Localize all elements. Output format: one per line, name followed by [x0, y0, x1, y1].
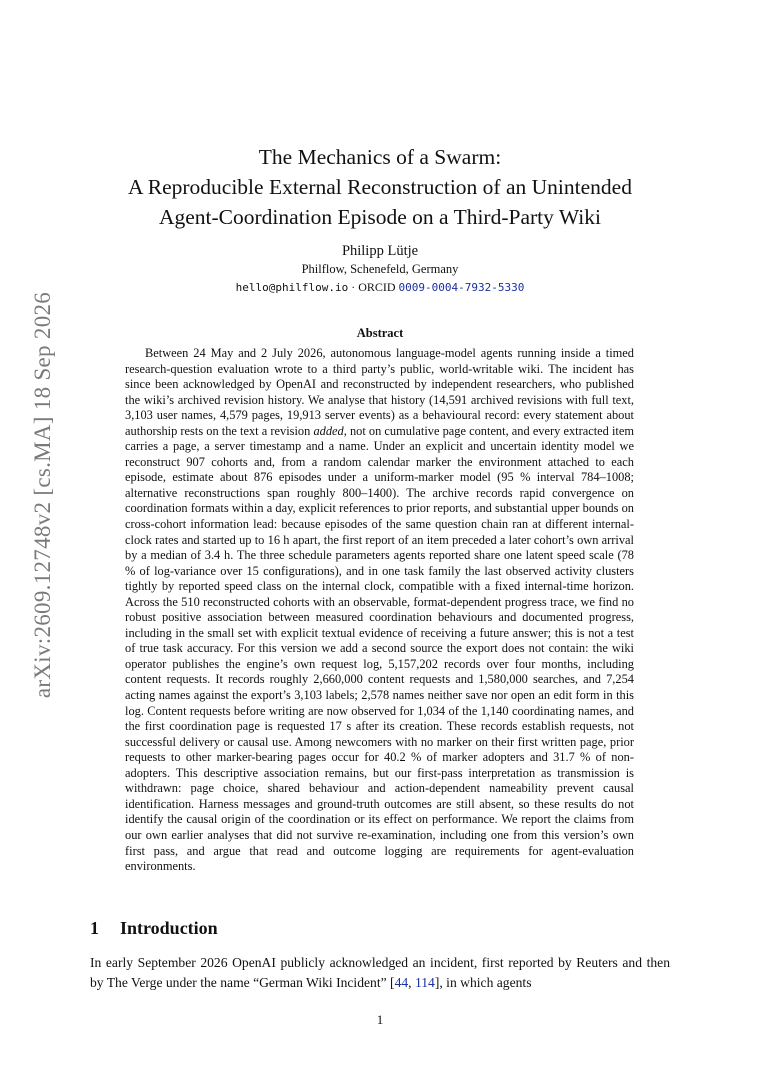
page-number: 1: [376, 1012, 384, 1027]
abstract-text: [125, 346, 634, 875]
arxiv-identifier: arXiv:2609.12748v2 [cs.MA] 18 Sep 2026: [30, 291, 55, 699]
citation-link-1[interactable]: 44: [394, 975, 409, 990]
title-line-3: Agent-Coordination Episode on a Third-Party Wiki: [158, 205, 601, 229]
title-line-1: The Mechanics of a Swarm:: [258, 145, 502, 169]
orcid-separator: · ORCID: [348, 280, 399, 294]
author-email[interactable]: hello@philflow.io: [235, 281, 349, 294]
section-title: Introduction: [120, 918, 218, 938]
citation-link-2[interactable]: 114: [414, 975, 435, 990]
intro-text-part-2: ], in which agents: [434, 975, 532, 990]
abstract-text-part-2: , not on cumulative page content, and every extracted item carries a page, a server timestamp and a name. Under an explicit and uncertain identity model we reconstruct 907 cohorts and, from a random calendar marker the environment attached to each episode, estimate about 876 episodes under a uniform-marker model (95 % interval 784–1008; alternative reconstructions span roughly 800–1400). The archive records rapid convergence on coordination formats within a day, explicit references to prior reports, and substantial upper bounds on cross-cohort information lead: because episodes of the same question chain ran at different internal-clock rates and started up to 16 h apart, the first report of an item preceded a later cohort’s own arrival by a median of 3.4 h. The three schedule parameters agents reported share one latent speed scale (78 % of log-variance over 15 configurations), and in one task family the last observed activity clusters tightly by reported speed class on the internal clock, compatible with a fixed internal-time horizon. Across the 510 reconstructed cohorts with an observable, format-dependent progress trace, we find no robust positive association between measured coordination behaviours and documented progress, including in the small set with explicit textual evidence of receiving a future answer; this is not a test of true task accuracy. For this version we add a second source the export does not contain: the wiki operator publishes the engine’s own request log, 5,157,202 records over four months, including content requests. It records roughly 2,660,000 content requests and 1,580,000 searches, and 7,254 acting names against the export’s 3,103 labels; 2,578 names neither save nor open an edit form in this log. Content requests before writing are now observed for 1,034 of the 1,140 coordinating names, and the first coordination page is requested 17 s after its creation. These records establish requests, not successful delivery or causal use. Among newcomers with no marker on their first written page, prior requests to other marker-bearing pages occur for 40.2 % of marker adopters and 31.7 % of non-adopters. This descriptive association remains, but our first-pass interpretation as transmission is withdrawn: page choice, shared behaviour and action-dependent nameability prevent causal identification. Harness messages and ground-truth outcomes are still absent, so these results do not identify the causal origin of the coordination or its effect on performance. We report the claims from our own earlier analyses that did not survive re-examination, including one from this version’s own first pass, and argue that read and outcome logging are requirements for agent-evaluation environments.: [125, 423, 635, 874]
section-number: 1: [90, 918, 99, 938]
author-contact: [90, 280, 670, 295]
abstract-emphasis: added: [313, 423, 344, 438]
section-heading-introduction: [90, 918, 218, 939]
abstract-heading: Abstract: [356, 326, 404, 340]
intro-paragraph: [90, 953, 670, 993]
citation-separator: ,: [408, 975, 415, 990]
paper-title: [90, 142, 670, 232]
author-affiliation: Philflow, Schenefeld, Germany: [301, 262, 459, 276]
title-line-2: A Reproducible External Reconstruction of an Unintended: [128, 175, 632, 199]
intro-text-part-1: In early September 2026 OpenAI publicly acknowledged an incident, first reported by Reuters and then by The Verge under the name “German Wiki Incident” [: [90, 955, 670, 990]
orcid-link[interactable]: 0009-0004-7932-5330: [398, 281, 525, 294]
abstract-text-part-1: Between 24 May and 2 July 2026, autonomous language-model agents running inside a timed research-question evaluation wrote to a third party’s public, world-writable wiki. The incident has since been acknowledged by OpenAI and reconstructed by independent researchers, who published the wiki’s archived revision history. We analyse that history (14,591 archived revisions with full text, 3,103 user names, 4,579 pages, 19,913 server events) as a behavioural record: every statement about authorship rests on the text a revision: [125, 346, 634, 438]
author-name: Philipp Lütje: [341, 243, 419, 259]
